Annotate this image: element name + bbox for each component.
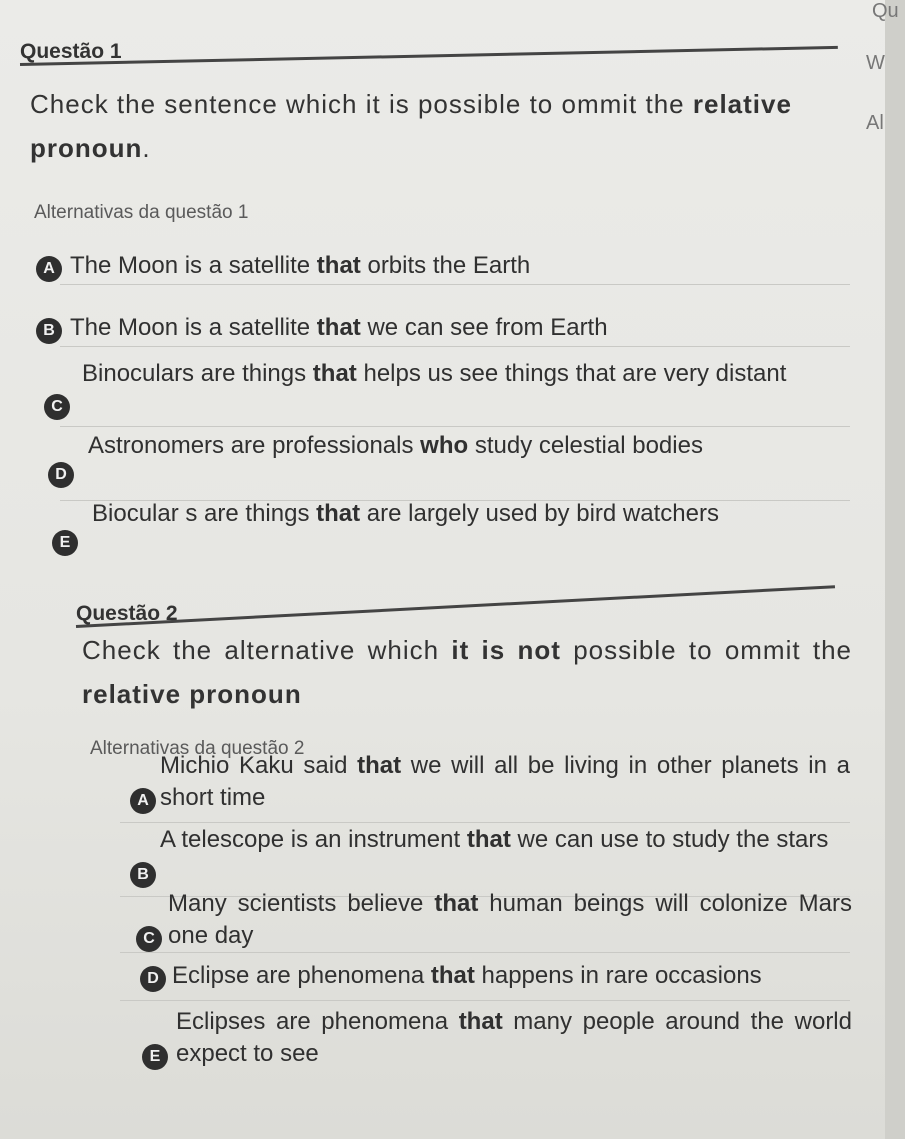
q1-alternatives-heading: Alternativas da questão 1 xyxy=(34,202,249,223)
divider xyxy=(60,426,850,427)
divider xyxy=(120,1000,850,1001)
divider xyxy=(120,952,850,953)
q2-header: Questão 2 xyxy=(76,602,178,625)
edge-text-low: Al xyxy=(866,112,884,134)
option-a-badge-icon: A xyxy=(130,788,156,814)
q1-prompt-bold: relative pronoun xyxy=(30,89,792,163)
edge-text-mid: W xyxy=(866,52,885,74)
q1-prompt-text: Check the sentence which it is possible to ommit the xyxy=(30,89,693,119)
option-a-badge-icon: A xyxy=(36,256,62,282)
edge-text-top: Qu xyxy=(872,0,899,22)
q2-prompt: Check the alternative which it is not possible to ommit the relative pronoun xyxy=(82,635,853,709)
option-b-badge-icon: B xyxy=(36,318,62,344)
adjacent-page-edge xyxy=(885,0,905,1139)
option-e-badge-icon: E xyxy=(52,530,78,556)
divider xyxy=(60,284,850,285)
q1-prompt-end: . xyxy=(142,133,151,163)
option-b-badge-icon: B xyxy=(130,862,156,888)
option-c-badge-icon: C xyxy=(136,926,162,952)
q1-prompt xyxy=(30,82,850,170)
option-d-badge-icon: D xyxy=(140,966,166,992)
option-d-badge-icon: D xyxy=(48,462,74,488)
divider xyxy=(60,346,850,347)
option-c-badge-icon: C xyxy=(44,394,70,420)
q2-alternatives-heading: Alternativas da questão 2 xyxy=(90,738,305,759)
option-e-badge-icon: E xyxy=(142,1044,168,1070)
divider xyxy=(120,822,850,823)
q1-header: Questão 1 xyxy=(20,40,122,63)
